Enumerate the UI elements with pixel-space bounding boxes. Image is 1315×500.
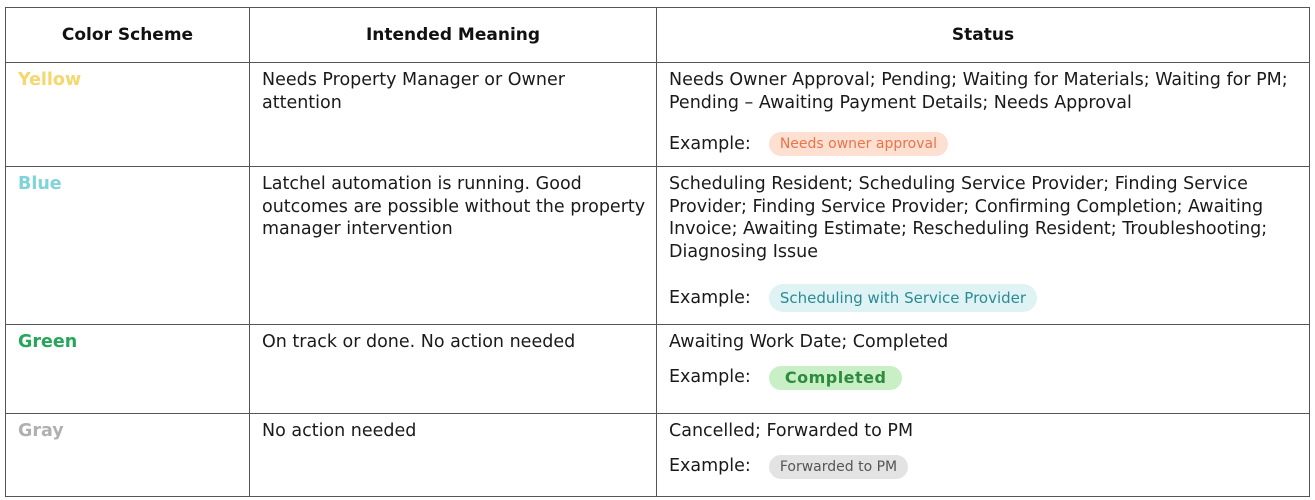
status-cell [657,325,1310,414]
status-badge: Completed [769,366,903,390]
status-badge: Needs owner approval [769,132,948,156]
table-row-green [6,325,1310,414]
header-intended-meaning: Intended Meaning [250,8,657,63]
example-line [669,284,1299,312]
example-label: Example: [669,287,751,308]
status-cell [657,167,1310,325]
status-badge: Forwarded to PM [769,455,908,479]
status-badge: Scheduling with Service Provider [769,284,1037,312]
status-list: Awaiting Work Date; Completed [669,332,949,352]
example-line [669,366,1299,390]
color-scheme-table [5,7,1310,497]
meaning-cell: Latchel automation is running. Good outcomes are possible without the property manager intervention [250,167,657,325]
status-cell [657,63,1310,167]
status-list: Cancelled; Forwarded to PM [669,421,914,441]
example-label: Example: [669,367,751,388]
header-status: Status [657,8,1310,63]
color-name: Blue [6,167,250,325]
status-list: Scheduling Resident; Scheduling Service Provider; Finding Service Provider; Finding Service Provider; Confirming Completion; Awaiting Invoice; Awaiting Estimate; Rescheduling Resident; Troubleshooting; Diagnosing Issue [669,174,1268,262]
meaning-cell: Needs Property Manager or Owner attention [250,63,657,167]
status-cell [657,414,1310,497]
table-row-blue [6,167,1310,325]
example-line [669,132,1299,156]
table-row-gray [6,414,1310,497]
header-color-scheme: Color Scheme [6,8,250,63]
color-name: Gray [6,414,250,497]
example-label: Example: [669,133,751,154]
meaning-cell: No action needed [250,414,657,497]
example-label: Example: [669,456,751,477]
meaning-cell: On track or done. No action needed [250,325,657,414]
color-name: Yellow [6,63,250,167]
status-list: Needs Owner Approval; Pending; Waiting for Materials; Waiting for PM; Pending – Awaiting Payment Details; Needs Approval [669,70,1288,113]
example-line [669,455,1299,479]
color-name: Green [6,325,250,414]
table-row-yellow [6,63,1310,167]
header-row [6,8,1310,63]
